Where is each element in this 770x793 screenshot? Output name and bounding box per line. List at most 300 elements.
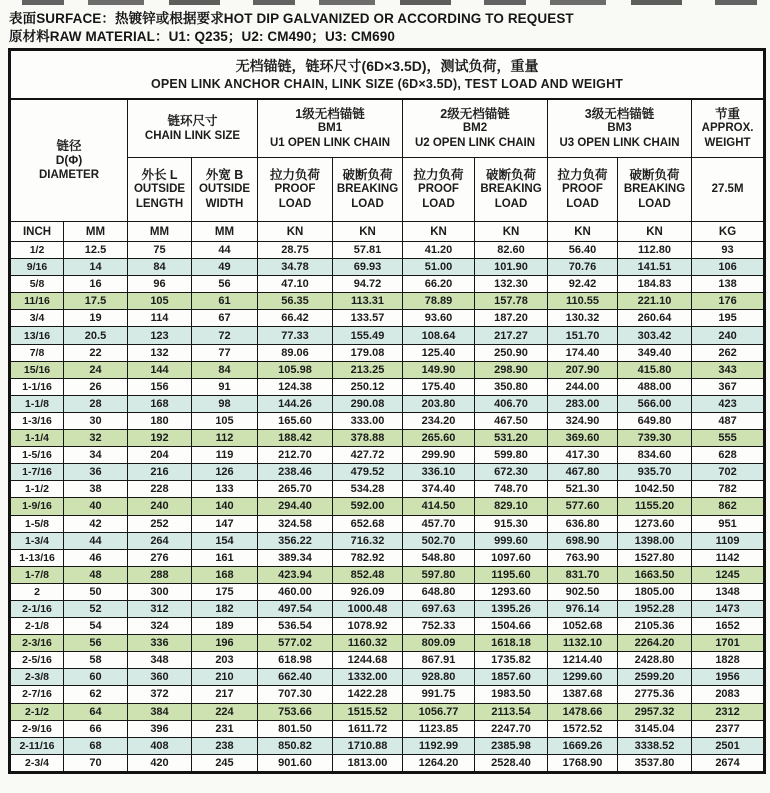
cell: 26 <box>64 378 128 395</box>
cell: 356.22 <box>258 532 333 549</box>
table-row <box>10 754 765 772</box>
weight-basis: 27.5M <box>692 158 765 222</box>
cell: 75 <box>128 242 192 259</box>
cell: 78.89 <box>403 293 475 310</box>
cell: 2377 <box>692 720 765 737</box>
cell: 420 <box>128 754 192 772</box>
cell: 1952.28 <box>618 600 692 617</box>
cell: 283.00 <box>548 395 618 412</box>
cell: 1214.40 <box>548 652 618 669</box>
cell: 44 <box>64 532 128 549</box>
cell: 40 <box>64 498 128 515</box>
cell: 349.40 <box>618 344 692 361</box>
cell: 105 <box>192 412 258 429</box>
cell: 28 <box>64 395 128 412</box>
cell: 408 <box>128 737 192 754</box>
cell: 534.28 <box>333 481 403 498</box>
cell: 12.5 <box>64 242 128 259</box>
cell: 14 <box>64 259 128 276</box>
cell: 2-5/16 <box>10 652 64 669</box>
table-row <box>10 327 765 344</box>
cell: 82.60 <box>475 242 548 259</box>
cell: 928.80 <box>403 669 475 686</box>
cell: 636.80 <box>548 515 618 532</box>
cell: 68 <box>64 737 128 754</box>
cell: 61 <box>192 293 258 310</box>
cell: 141.51 <box>618 259 692 276</box>
cell: 324 <box>128 618 192 635</box>
cell: 372 <box>128 686 192 703</box>
cell: 1-13/16 <box>10 549 64 566</box>
cell: 324.90 <box>548 412 618 429</box>
cell: 94.72 <box>333 276 403 293</box>
cell: 93 <box>692 242 765 259</box>
cell: 112 <box>192 430 258 447</box>
cell: 221.10 <box>618 293 692 310</box>
cell: 414.50 <box>403 498 475 515</box>
cell: 56.40 <box>548 242 618 259</box>
cell: 15/16 <box>10 361 64 378</box>
cell: 763.90 <box>548 549 618 566</box>
cell: 336 <box>128 635 192 652</box>
cell: 168 <box>128 395 192 412</box>
cell: 1515.52 <box>333 703 403 720</box>
cell: 105 <box>128 293 192 310</box>
cell: 34 <box>64 447 128 464</box>
cell: 1735.82 <box>475 652 548 669</box>
cell: 2528.40 <box>475 754 548 772</box>
unit-cell: KN <box>618 222 692 242</box>
column-header-grade-3: 3级无档锚链 BM3 U3 OPEN LINK CHAIN <box>548 99 692 158</box>
cell: 11/16 <box>10 293 64 310</box>
cell: 188.42 <box>258 430 333 447</box>
table-row <box>10 276 765 293</box>
cell: 1245 <box>692 566 765 583</box>
table-row <box>10 378 765 395</box>
cell: 350.80 <box>475 378 548 395</box>
column-header-diameter: 链径 D(Φ) DIAMETER <box>10 99 128 222</box>
cell: 144.26 <box>258 395 333 412</box>
cell: 224 <box>192 703 258 720</box>
cell: 716.32 <box>333 532 403 549</box>
cell: 47.10 <box>258 276 333 293</box>
cell: 2-3/4 <box>10 754 64 772</box>
cell: 250.90 <box>475 344 548 361</box>
cell: 1813.00 <box>333 754 403 772</box>
cell: 98 <box>192 395 258 412</box>
cell: 1332.00 <box>333 669 403 686</box>
cell: 2113.54 <box>475 703 548 720</box>
unit-cell: KN <box>475 222 548 242</box>
table-row <box>10 566 765 583</box>
cell: 157.78 <box>475 293 548 310</box>
cell: 1956 <box>692 669 765 686</box>
cell: 72 <box>192 327 258 344</box>
cell: 2428.80 <box>618 652 692 669</box>
cell: 1273.60 <box>618 515 692 532</box>
cell: 260.64 <box>618 310 692 327</box>
cell: 935.70 <box>618 464 692 481</box>
cell: 951 <box>692 515 765 532</box>
cell: 91 <box>192 378 258 395</box>
cell: 752.33 <box>403 618 475 635</box>
cell: 52 <box>64 600 128 617</box>
cell: 1-9/16 <box>10 498 64 515</box>
units-row <box>10 222 765 242</box>
table-row <box>10 737 765 754</box>
cell: 748.70 <box>475 481 548 498</box>
cell: 555 <box>692 430 765 447</box>
column-header-breaking-load-3: 破断负荷 BREAKING LOAD <box>618 158 692 222</box>
cell: 536.54 <box>258 618 333 635</box>
cell: 1-5/8 <box>10 515 64 532</box>
table-row <box>10 412 765 429</box>
cell: 56 <box>64 635 128 652</box>
unit-cell: MM <box>64 222 128 242</box>
cell: 531.20 <box>475 430 548 447</box>
cell: 2-1/8 <box>10 618 64 635</box>
raw-material-note: 原材料RAW MATERIAL：U1: Q235；U2: CM490；U3: CM690 <box>9 29 395 44</box>
cell: 2105.36 <box>618 618 692 635</box>
cell: 17.5 <box>64 293 128 310</box>
cell: 264 <box>128 532 192 549</box>
cell: 834.60 <box>618 447 692 464</box>
table-row <box>10 515 765 532</box>
cell: 184.83 <box>618 276 692 293</box>
cell: 1-3/4 <box>10 532 64 549</box>
table-row <box>10 600 765 617</box>
table-row <box>10 583 765 600</box>
cell: 130.32 <box>548 310 618 327</box>
cell: 2-1/16 <box>10 600 64 617</box>
cell: 140 <box>192 498 258 515</box>
cell: 265.70 <box>258 481 333 498</box>
cell: 156 <box>128 378 192 395</box>
cell: 467.80 <box>548 464 618 481</box>
cell: 28.75 <box>258 242 333 259</box>
cell: 652.68 <box>333 515 403 532</box>
cell: 192 <box>128 430 192 447</box>
cell: 176 <box>692 293 765 310</box>
cell: 212.70 <box>258 447 333 464</box>
cell: 30 <box>64 412 128 429</box>
cell: 48 <box>64 566 128 583</box>
cell: 577.60 <box>548 498 618 515</box>
table-row <box>10 549 765 566</box>
cell: 1132.10 <box>548 635 618 652</box>
cell: 125.40 <box>403 344 475 361</box>
cell: 101.90 <box>475 259 548 276</box>
cell: 54 <box>64 618 128 635</box>
cell: 707.30 <box>258 686 333 703</box>
cell: 2-11/16 <box>10 737 64 754</box>
cell: 479.52 <box>333 464 403 481</box>
cell: 976.14 <box>548 600 618 617</box>
scan-artifact-strip <box>22 0 770 5</box>
cell: 599.80 <box>475 447 548 464</box>
cell: 13/16 <box>10 327 64 344</box>
cell: 592.00 <box>333 498 403 515</box>
cell: 1264.20 <box>403 754 475 772</box>
cell: 1299.60 <box>548 669 618 686</box>
cell: 154 <box>192 532 258 549</box>
cell: 245 <box>192 754 258 772</box>
surface-note: 表面SURFACE：热镀锌或根据要求HOT DIP GALVANIZED OR ACCORDING TO REQUEST <box>9 11 574 26</box>
table-row <box>10 310 765 327</box>
cell: 168 <box>192 566 258 583</box>
table-row <box>10 498 765 515</box>
cell: 1398.00 <box>618 532 692 549</box>
table-row <box>10 242 765 259</box>
cell: 144 <box>128 361 192 378</box>
cell: 210 <box>192 669 258 686</box>
cell: 203.80 <box>403 395 475 412</box>
cell: 1195.60 <box>475 566 548 583</box>
cell: 19 <box>64 310 128 327</box>
column-header-proof-load-2: 拉力负荷 PROOF LOAD <box>403 158 475 222</box>
table-title-zh: 无档锚链，链环尺寸(6D×3.5D)，测试负荷，重量 <box>235 58 539 74</box>
cell: 240 <box>692 327 765 344</box>
cell: 1504.66 <box>475 618 548 635</box>
cell: 288 <box>128 566 192 583</box>
cell: 2312 <box>692 703 765 720</box>
cell: 902.50 <box>548 583 618 600</box>
cell: 2264.20 <box>618 635 692 652</box>
cell: 133 <box>192 481 258 498</box>
cell: 92.42 <box>548 276 618 293</box>
cell: 3/4 <box>10 310 64 327</box>
cell: 1293.60 <box>475 583 548 600</box>
cell: 415.80 <box>618 361 692 378</box>
cell: 66 <box>64 720 128 737</box>
cell: 1527.80 <box>618 549 692 566</box>
cell: 276 <box>128 549 192 566</box>
cell: 1768.90 <box>548 754 618 772</box>
cell: 367 <box>692 378 765 395</box>
cell: 1244.68 <box>333 652 403 669</box>
cell: 1652 <box>692 618 765 635</box>
cell: 487 <box>692 412 765 429</box>
cell: 252 <box>128 515 192 532</box>
cell: 901.60 <box>258 754 333 772</box>
cell: 22 <box>64 344 128 361</box>
cell: 406.70 <box>475 395 548 412</box>
cell: 179.08 <box>333 344 403 361</box>
cell: 161 <box>192 549 258 566</box>
table-row <box>10 618 765 635</box>
cell: 108.64 <box>403 327 475 344</box>
cell: 2-7/16 <box>10 686 64 703</box>
cell: 32 <box>64 430 128 447</box>
cell: 739.30 <box>618 430 692 447</box>
cell: 497.54 <box>258 600 333 617</box>
cell: 1160.32 <box>333 635 403 652</box>
cell: 999.60 <box>475 532 548 549</box>
cell: 577.02 <box>258 635 333 652</box>
cell: 174.40 <box>548 344 618 361</box>
cell: 265.60 <box>403 430 475 447</box>
table-row <box>10 293 765 310</box>
cell: 1109 <box>692 532 765 549</box>
cell: 66.42 <box>258 310 333 327</box>
unit-cell: MM <box>192 222 258 242</box>
cell: 2775.36 <box>618 686 692 703</box>
cell: 1348 <box>692 583 765 600</box>
cell: 1805.00 <box>618 583 692 600</box>
cell: 2-1/2 <box>10 703 64 720</box>
cell: 57.81 <box>333 242 403 259</box>
cell: 290.08 <box>333 395 403 412</box>
unit-cell: KN <box>403 222 475 242</box>
table-row <box>10 361 765 378</box>
cell: 231 <box>192 720 258 737</box>
cell: 180 <box>128 412 192 429</box>
cell: 1-1/16 <box>10 378 64 395</box>
cell: 303.42 <box>618 327 692 344</box>
cell: 1078.92 <box>333 618 403 635</box>
cell: 649.80 <box>618 412 692 429</box>
cell: 51.00 <box>403 259 475 276</box>
cell: 217.27 <box>475 327 548 344</box>
cell: 852.48 <box>333 566 403 583</box>
cell: 238.46 <box>258 464 333 481</box>
cell: 112.80 <box>618 242 692 259</box>
cell: 2599.20 <box>618 669 692 686</box>
table-row <box>10 703 765 720</box>
cell: 147 <box>192 515 258 532</box>
table-title-en: OPEN LINK ANCHOR CHAIN, LINK SIZE (6D×3.5D), TEST LOAD AND WEIGHT <box>150 77 624 91</box>
table-row <box>10 447 765 464</box>
column-header-outside-length: 外长 L OUTSIDE LENGTH <box>128 158 192 222</box>
cell: 1422.28 <box>333 686 403 703</box>
cell: 77.33 <box>258 327 333 344</box>
cell: 360 <box>128 669 192 686</box>
cell: 1478.66 <box>548 703 618 720</box>
cell: 374.40 <box>403 481 475 498</box>
unit-cell: KN <box>258 222 333 242</box>
cell: 782.92 <box>333 549 403 566</box>
table-row <box>10 669 765 686</box>
table-row <box>10 395 765 412</box>
cell: 110.55 <box>548 293 618 310</box>
cell: 207.90 <box>548 361 618 378</box>
cell: 84 <box>128 259 192 276</box>
cell: 228 <box>128 481 192 498</box>
cell: 829.10 <box>475 498 548 515</box>
cell: 1-3/16 <box>10 412 64 429</box>
cell: 698.90 <box>548 532 618 549</box>
cell: 66.20 <box>403 276 475 293</box>
cell: 991.75 <box>403 686 475 703</box>
cell: 502.70 <box>403 532 475 549</box>
cell: 1-1/4 <box>10 430 64 447</box>
cell: 926.09 <box>333 583 403 600</box>
cell: 9/16 <box>10 259 64 276</box>
column-header-grade-2: 2级无档锚链 BM2 U2 OPEN LINK CHAIN <box>403 99 548 158</box>
cell: 203 <box>192 652 258 669</box>
cell: 41.20 <box>403 242 475 259</box>
cell: 2083 <box>692 686 765 703</box>
cell: 2247.70 <box>475 720 548 737</box>
cell: 132 <box>128 344 192 361</box>
cell: 2385.98 <box>475 737 548 754</box>
unit-cell: KN <box>333 222 403 242</box>
cell: 217 <box>192 686 258 703</box>
cell: 1701 <box>692 635 765 652</box>
cell: 384 <box>128 703 192 720</box>
cell: 1-1/8 <box>10 395 64 412</box>
cell: 2501 <box>692 737 765 754</box>
cell: 2674 <box>692 754 765 772</box>
cell: 566.00 <box>618 395 692 412</box>
cell: 1-1/2 <box>10 481 64 498</box>
cell: 1710.88 <box>333 737 403 754</box>
cell: 867.91 <box>403 652 475 669</box>
column-header-proof-load-3: 拉力负荷 PROOF LOAD <box>548 158 618 222</box>
cell: 5/8 <box>10 276 64 293</box>
cell: 423.94 <box>258 566 333 583</box>
cell: 42 <box>64 515 128 532</box>
cell: 850.82 <box>258 737 333 754</box>
cell: 106 <box>692 259 765 276</box>
unit-cell: INCH <box>10 222 64 242</box>
cell: 336.10 <box>403 464 475 481</box>
cell: 67 <box>192 310 258 327</box>
cell: 1-7/8 <box>10 566 64 583</box>
cell: 597.80 <box>403 566 475 583</box>
cell: 77 <box>192 344 258 361</box>
cell: 38 <box>64 481 128 498</box>
cell: 2-9/16 <box>10 720 64 737</box>
cell: 56.35 <box>258 293 333 310</box>
cell: 20.5 <box>64 327 128 344</box>
cell: 801.50 <box>258 720 333 737</box>
cell: 240 <box>128 498 192 515</box>
cell: 294.40 <box>258 498 333 515</box>
cell: 126 <box>192 464 258 481</box>
column-header-breaking-load-1: 破断负荷 BREAKING LOAD <box>333 158 403 222</box>
cell: 3537.80 <box>618 754 692 772</box>
cell: 1-7/16 <box>10 464 64 481</box>
cell: 138 <box>692 276 765 293</box>
cell: 187.20 <box>475 310 548 327</box>
cell: 348 <box>128 652 192 669</box>
cell: 862 <box>692 498 765 515</box>
cell: 1123.85 <box>403 720 475 737</box>
column-header-grade-1: 1级无档锚链 BM1 U1 OPEN LINK CHAIN <box>258 99 403 158</box>
cell: 1857.60 <box>475 669 548 686</box>
cell: 155.49 <box>333 327 403 344</box>
cell: 427.72 <box>333 447 403 464</box>
cell: 195 <box>692 310 765 327</box>
cell: 114 <box>128 310 192 327</box>
table-row <box>10 430 765 447</box>
cell: 1042.50 <box>618 481 692 498</box>
cell: 1142 <box>692 549 765 566</box>
cell: 467.50 <box>475 412 548 429</box>
cell: 389.34 <box>258 549 333 566</box>
cell: 2-3/16 <box>10 635 64 652</box>
table-row <box>10 481 765 498</box>
column-header-weight: 节重 APPROX. WEIGHT <box>692 99 765 158</box>
cell: 64 <box>64 703 128 720</box>
cell: 1663.50 <box>618 566 692 583</box>
cell: 672.30 <box>475 464 548 481</box>
unit-cell: KN <box>548 222 618 242</box>
cell: 343 <box>692 361 765 378</box>
group-header-row <box>10 99 765 158</box>
cell: 369.60 <box>548 430 618 447</box>
